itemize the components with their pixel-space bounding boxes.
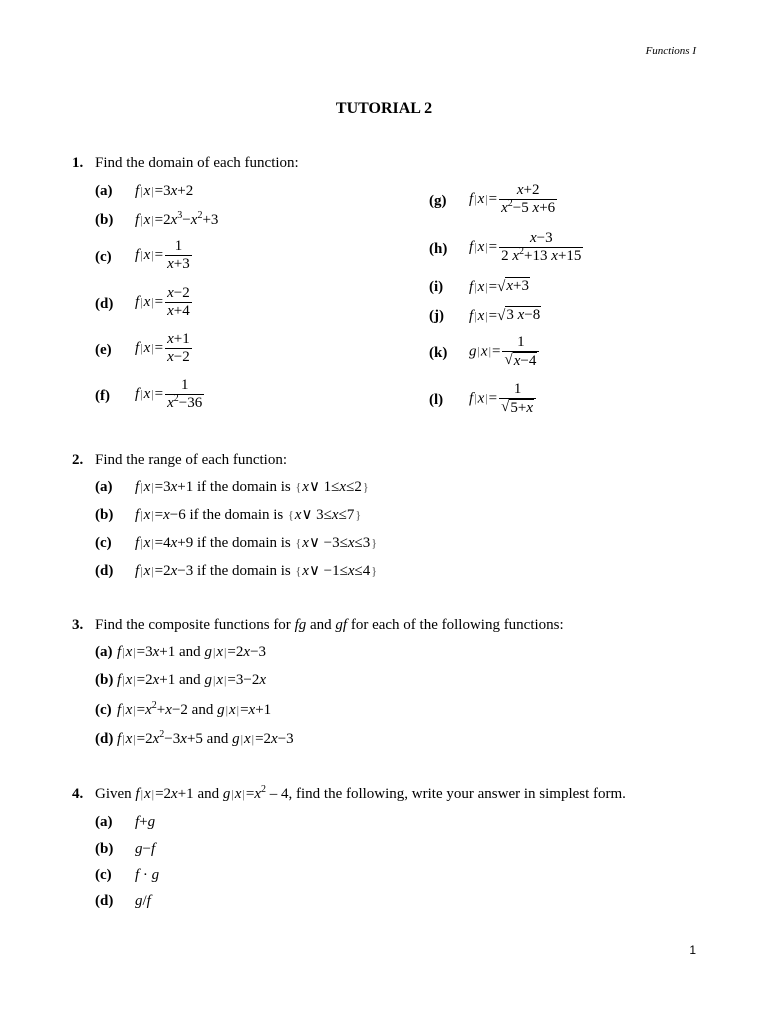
question-3-text: Find the composite functions for fg and gf for each of the following functions:: [95, 617, 564, 633]
q1-expr-f: f|x|= $\frac{1}{x^2-36}$: [135, 377, 203, 411]
q1-expr-k: g|x|= 1 √ x−4: [469, 334, 539, 370]
q3-expr-c: $f|x|=x^2+x-2$ and g|x|=x+1: [117, 700, 272, 718]
q3-label-d: (d): [95, 731, 114, 747]
q1-label-a: (a): [95, 183, 113, 199]
page-title: TUTORIAL 2: [335, 100, 433, 117]
q2-if-text-d: if the domain is: [197, 563, 291, 579]
q4-label-d: (d): [95, 893, 114, 909]
q1-label-i: (i): [429, 279, 444, 295]
q4-expr-c: f · g: [135, 867, 160, 883]
q1-label-d: (d): [95, 296, 114, 312]
q2-expr-c: f|x|=4x+9 if the domain is {x∨ −3≤x≤3}: [135, 535, 378, 551]
q1-label-b: (b): [95, 212, 114, 228]
q1-label-k: (k): [429, 345, 448, 361]
q4-label-a: (a): [95, 814, 113, 830]
q2-expr-a: f|x|=3x+1 if the domain is {x∨ 1≤x≤2}: [135, 479, 369, 495]
question-1-text: Find the domain of each function:: [95, 155, 299, 171]
question-4-text: Given f|x|=2x+1 and $g|x|=x^2 - 4$, find the following, write your answer in simplest form.: [95, 784, 626, 802]
q3-label-b: (b): [95, 672, 114, 688]
q1-expr-h: f|x|= $\frac{x-3}{2 x^2+13 x+15}$: [469, 230, 582, 264]
q4-expr-a: f+g: [135, 814, 156, 830]
q1-expr-j: f|x|= √ 3 x−8: [469, 307, 541, 324]
q1-expr-a: f|x|=3x+2: [135, 183, 194, 199]
q1-expr-d: f|x|= $\frac{x-2}{x+4}$: [135, 285, 190, 319]
q1-label-j: (j): [429, 308, 444, 324]
q3-expr-a: f|x|=3x+1 and g|x|=2x−3: [117, 644, 267, 660]
question-3-number: 3.: [72, 617, 84, 633]
q2-if-text-b: if the domain is: [189, 507, 284, 523]
q1-expr-e: f|x|= $\frac{x+1}{x-2}$: [135, 331, 190, 365]
q2-label-b: (b): [95, 507, 114, 523]
q2-label-c: (c): [95, 535, 112, 551]
q2-label-d: (d): [95, 563, 114, 579]
q1-label-f: (f): [95, 388, 110, 404]
question-4-number: 4.: [72, 786, 84, 802]
q2-label-a: (a): [95, 479, 113, 495]
q1-label-l: (l): [429, 392, 444, 408]
q4-label-b: (b): [95, 841, 114, 857]
q4-label-c: (c): [95, 867, 112, 883]
page-number: 1: [689, 943, 696, 957]
q1-label-h: (h): [429, 241, 448, 257]
q3-expr-b: f|x|=2x+1 and g|x|=3−2x: [117, 672, 267, 688]
running-header: Functions I: [645, 45, 696, 57]
q4-expr-b: g−f: [135, 841, 156, 857]
question-2-text: Find the range of each function:: [95, 452, 288, 468]
q4-expr-d: g/f: [135, 893, 151, 909]
q1-expr-l: f|x|= 1 √ 5+x: [469, 381, 536, 417]
q1-expr-b: $f|x|=2x^3-x^2+3$: [135, 210, 219, 228]
q1-expr-i: f|x|= √ x+3: [469, 278, 529, 295]
q1-label-e: (e): [95, 342, 112, 358]
q2-expr-b: f|x|=x−6 if the domain is {x∨ 3≤x≤7}: [135, 507, 362, 523]
q1-label-g: (g): [429, 193, 447, 209]
q3-label-a: (a): [95, 644, 113, 660]
q1-expr-g: f|x|= $\frac{x+2}{x^2-5 x+6}$: [469, 182, 556, 216]
q3-label-c: (c): [95, 702, 112, 718]
q3-expr-d: $f|x|=2x^2-3x+5$ and g|x|=2x−3: [117, 729, 294, 747]
q2-if-text-a: if the domain is: [197, 479, 291, 495]
q2-if-text-c: if the domain is: [197, 535, 291, 551]
question-1-number: 1.: [72, 155, 84, 171]
q1-expr-c: f|x|= $\frac{1}{x+3}$: [135, 238, 190, 272]
question-2-number: 2.: [72, 452, 84, 468]
q2-expr-d: f|x|=2x−3 if the domain is {x∨ −1≤x≤4}: [135, 563, 378, 579]
q1-label-c: (c): [95, 249, 112, 265]
